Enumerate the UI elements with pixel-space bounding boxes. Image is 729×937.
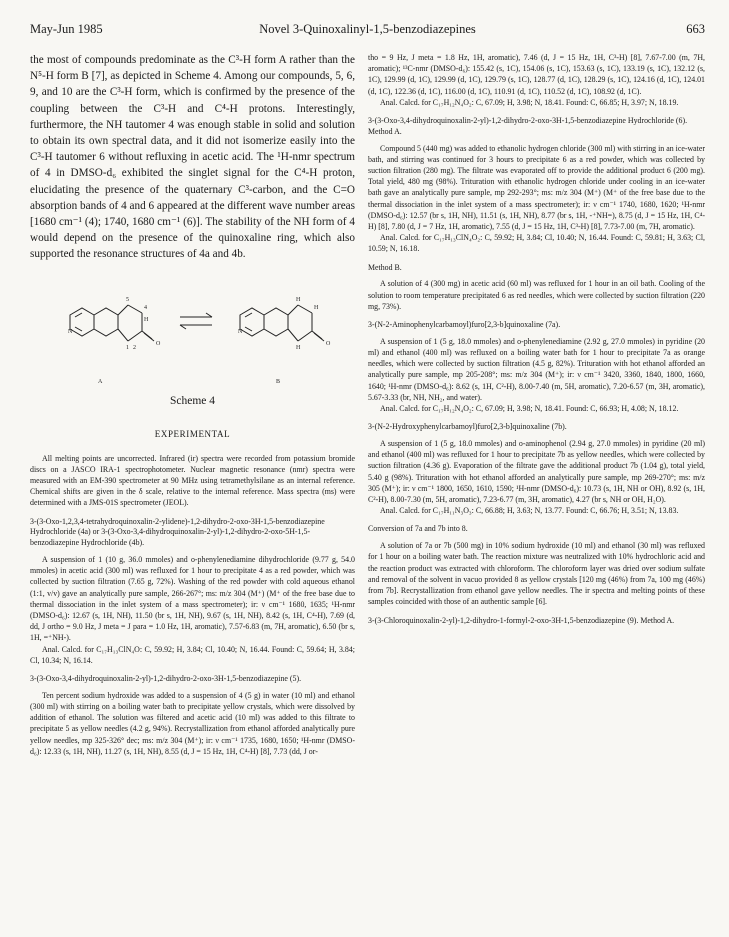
- atom-label-4: 4: [144, 304, 147, 311]
- method-b-heading: Method B.: [368, 262, 402, 272]
- atom-label-o-a: O: [156, 340, 161, 347]
- compound-6-analysis: Anal. Calcd. for C₁₇H₁₃ClN₄O₂: C, 59.92; H, 3.84; Cl, 10.40; N, 16.44. Found: C, 59.81; H, 3.63; Cl, 10.59; N, 16.18.: [368, 233, 705, 254]
- page-header: [30, 22, 705, 38]
- conversion-procedure: A solution of 7a or 7b (500 mg) in 10% sodium hydroxide (10 ml) and ethanol (30 ml) was refluxed for 1 hour on a boiling water bath. The reaction mixture was neutralized with 10% hydrochloric acid and the reaction product was extracted with chloroform. The chloroform layer was dried over sodium sulfate and removal of the solvent in vacuo provided 8 as yellow crystals [120 mg (46%) from 7a, 100 mg (46%) from 7b]. Recrystallization from ethanol gave yellow needles. The ir spectra and melting points of these samples coincided with those of an authentic sample [6].: [368, 541, 705, 607]
- atom-label-1: 1: [126, 344, 129, 351]
- tautomer-structures: [30, 271, 355, 391]
- compound-9-heading: 3-(3-Chloroquinoxalin-2-yl)-1,2-dihydro-1-formyl-2-oxo-3H-1,5-benzodiazepine (9). Method A.: [368, 615, 675, 625]
- atom-label-n-b: N: [238, 328, 243, 335]
- atom-label-5: 5: [126, 296, 129, 303]
- compound-6-method-a: Compound 5 (440 mg) was added to ethanolic hydrogen chloride (300 ml) with stirring in an ice-water bath, and stirring was continued for 3 hours to precipitate 6 as a red powder, which was collected by suction filtration (280 mg). The filtrate was evaporated off to provide the additional product 6 (200 mg). Total yield, 480 mg (98%). Trituration with ethanolic hydrogen chloride under cooling in an ice-water bath gave an analytically pure sample, mp 292-293°; ms: m/z 304 (M⁺) (M⁺ of the free base due to the thermal dissociation in the inlet system of a mass spectrometer); ir: ν cm⁻¹ 1740, 1680, 1620; ¹H-nmr (DMSO-d₆): 12.57 (br s, 1H, NH), 11.51 (s, 1H, NH), 8.77 (br s, 1H, -⁺NH=), 8.75 (d, J = 15 Hz, 1H, C⁴-H) [8], 7.80 (d, J = 7 Hz, 1H, aromatic), 7.55 (d, J = 15 Hz, 1H, C³-H) [8], 7.73-7.00 (m, 7H, aromatic).: [368, 143, 705, 232]
- structure-label-a: A: [98, 378, 103, 385]
- compound-7a-procedure: A suspension of 1 (5 g, 18.0 mmoles) and o-phenylenediamine (2.92 g, 27.0 mmoles) in pyridine (20 ml) and ethanol (400 ml) was refluxed on a boiling water bath for 1 hour to precipitate 7a as orange needles, which were collected by suction filtration (4.5 g, 82%). Trituration with hot ethanol afforded an analytically pure sample, mp 205-208°; ms: m/z 304 (M⁺); ir: ν cm⁻¹ 3420, 3360, 1840, 1800, 1660, 1640; ¹H-nmr (DMSO-d₆): 8.62 (s, 1H, C²-H), 8.00-7.40 (m, 5H, aromatic), 7.20-6.57 (m, 3H, aromatic), 5.67-3.33 (br, NH, NH₂, and water).: [368, 336, 705, 402]
- compound-6-method-b: A solution of 4 (300 mg) in acetic acid (60 ml) was refluxed for 1 hour in an oil bath. Cooling of the solution to room temperature precipitated 6 as red needles, which were collected by suction filtration (220 mg, 73%).: [368, 279, 705, 311]
- experimental-heading: EXPERIMENTAL: [154, 428, 231, 439]
- compound-6-heading: 3-(3-Oxo-3,4-dihydroquinoxalin-2-yl)-1,2-dihydro-2-oxo-3H-1,5-benzodiazepine Hydrochloride (6). Method A.: [368, 116, 688, 136]
- left-column: [30, 52, 355, 757]
- compound-4-heading: 3-(3-Oxo-1,2,3,4-tetrahydroquinoxalin-2-ylidene)-1,2-dihydro-2-oxo-3H-1,5-benzodiazepine Hydrochloride (4a) or 3-(3-Oxo-3,4-dihydroquinoxalin-2-yl)-1,2-dihydro-2-oxo-5H-1,5-benzodiazepine Hydrochloride (4b).: [30, 516, 325, 548]
- atom-label-h-b1: H: [296, 296, 301, 303]
- scheme-4-figure: [30, 271, 355, 411]
- compound-5-procedure: Ten percent sodium hydroxide was added to a suspension of 4 (5 g) in water (10 ml) and ethanol (300 ml) with stirring on a boiling water bath to precipitate yellow crystals, which were dissolved by addition of ethanol. The solution was filtered and acetic acid (10 ml) was added to this filtrate to precipitate 5 as yellow needles (4.2 g, 94%). Recrystallization from ethanol afforded analytically pure yellow needles, mp 325-326° dec; ms: m/z 304 (M⁺); ir: ν cm⁻¹ 1735, 1680, 1650; ¹H-nmr (DMSO-d₆): 12.33 (s, 1H, NH), 11.27 (s, 1H, NH), 8.55 (d, J = 15 Hz, 1H, C⁴-H) [8], 7.73 (dd, J or-: [30, 690, 355, 756]
- running-title: Novel 3-Quinoxalinyl-1,5-benzodiazepines: [259, 22, 476, 36]
- atom-label-o-b: O: [326, 340, 331, 347]
- page-number: 663: [686, 22, 705, 36]
- atom-label-h-b2: H: [314, 304, 319, 311]
- atom-label-n-a: N: [68, 328, 73, 335]
- structure-b: [240, 305, 324, 341]
- structure-a: [70, 305, 154, 341]
- compound-7b-analysis: Anal. Calcd. for C₁₇H₁₁N₃O₃: C, 66.88; H, 3.63; N, 13.77. Found: C, 66.76; H, 3.51; N, 13.83.: [380, 506, 679, 516]
- compound-7a-heading: 3-(N-2-Aminophenylcarbamoyl)furo[2,3-b]quinoxaline (7a).: [368, 320, 561, 330]
- compound-7a-analysis: Anal. Calcd. for C₁₇H₁₂N₄O₂: C, 67.09; H, 3.98; N, 18.41. Found: C, 66.93; H, 4.08; N, 18.12.: [380, 404, 679, 414]
- compound-7b-heading: 3-(N-2-Hydroxyphenylcarbamoyl)furo[2,3-b]quinoxaline (7b).: [368, 422, 567, 432]
- scheme-caption: Scheme 4: [169, 394, 216, 407]
- intro-paragraph: the most of compounds predominate as the C³-H form A rather than the N⁵-H form B [7], as depicted in Scheme 4. Among our compounds, 5, 6, 9, and 10 are the C³-H form, which is confirmed by the presence of the coupling between the C³-H and C⁴-H protons. Interestingly, furthermore, the NH tautomer 4 was enough stable in solid and solution to obtain its own spectral data, and it did not isomerize easily into the C³-H tautomer 6 without refluxing in acetic acid. The ¹H-nmr spectrum of 4 in DMSO-d₆ exhibited the singlet signal for the C⁴-H proton, elucidating the presence of the quaternary C³-carbon, and the C=O absorption bands of 4 and 6 appeared at the different wave number areas [1680 cm⁻¹ (4); 1740, 1680 cm⁻¹ (6)]. The stability of the NH form of 4 would depend on the presence of the quinoxaline ring, which also supported the resonance structures of 4a and 4b.: [30, 54, 355, 261]
- compound-4-procedure: A suspension of 1 (10 g, 36.0 mmoles) and o-phenylenediamine dihydrochloride (9.77 g, 54.0 mmoles) in acetic acid (300 ml) was refluxed for 1 hour to precipitate 4 as a red powder, which was collected by suction filtration (7.65 g, 72%). Washing of the red powder with cold aqueous ethanol (1:1, v/v) gave an analytically pure sample, 266-267°; ms: m/z 304 (M⁺) (M⁺ of the free base due to thermal dissociation in the inlet system of a mass spectrometer); ir: ν cm⁻¹ 1680, 1635; ¹H-nmr (DMSO-d₆): 12.67 (s, 1H, NH), 11.50 (br s, 1H, NH), 9.67 (s, 1H, NH), 8.42 (s, 1H, C⁴-H), 7.69 (d, dd, J ortho = 9.0 Hz, J meta = J para = 1.0 Hz, 1H, aromatic), 7.57-6.83 (m, 7H, aromatic), 6.50 (br s, 1H, =⁺NH-).: [30, 555, 355, 643]
- compound-4-analysis: Anal. Calcd. for C₁₇H₁₃ClN₄O: C, 59.92; H, 3.84; Cl, 10.40; N, 16.44. Found: C, 59.64; H, 3.84; Cl, 10.34; N, 16.14.: [30, 644, 355, 665]
- atom-label-h-b3: H: [296, 344, 301, 351]
- compound-5-analysis: Anal. Calcd. for C₁₇H₁₂N₄O₂: C, 67.09; H, 3.98; N, 18.41. Found: C, 66.85; H, 3.97; N, 18.19.: [380, 97, 679, 107]
- conversion-heading: Conversion of 7a and 7b into 8.: [368, 524, 468, 534]
- structure-label-b: B: [276, 378, 281, 385]
- experimental-general-paragraph: All melting points are uncorrected. Infrared (ir) spectra were recorded from potassium bromide discs on a JASCO IRA-1 spectrophotometer. Nuclear magnetic resonance (nmr) spectra were measured with an EM-390 spectrometer at 90 MHz using tetramethylsilane as an internal reference. Chemical shifts are given in the δ scale, relative to the internal reference. Mass spectra (ms) were determined with a JMS-01S spectrometer (JEOL).: [30, 453, 355, 508]
- atom-label-2: 2: [133, 344, 136, 351]
- compound-5-procedure-continued: tho = 9 Hz, J meta = 1.8 Hz, 1H, aromatic), 7.46 (d, J = 15 Hz, 1H, C³-H) [8], 7.67-7.00 (m, 7H, aromatic); ¹³C-nmr (DMSO-d₆): 155.42 (s, 1C), 154.06 (s, 1C), 153.63 (s, 1C), 133.19 (s, 1C), 132.12 (s, 1C), 129.99 (d, 1C), 129.99 (d, 1C), 129.79 (s, 1C), 128.77 (d, 1C), 128.29 (s, 1C), 124.16 (d, 1C), 124.01 (d, 1C), 122.36 (d, 1C), 116.00 (d, 1C), 110.91 (d, 1C), 110.52 (d, 1C), 108.92 (d, 1C).: [368, 53, 705, 96]
- equilibrium-arrows: [180, 313, 212, 329]
- journal-issue-date: May-Jun 1985: [30, 22, 103, 36]
- compound-5-heading: 3-(3-Oxo-3,4-dihydroquinoxalin-2-yl)-1,2-dihydro-2-oxo-3H-1,5-benzodiazepine (5).: [30, 674, 302, 684]
- compound-7b-procedure: A suspension of 1 (5 g, 18.0 mmoles) and o-aminophenol (2.94 g, 27.0 mmoles) in pyridine (20 ml) and ethanol (400 ml) was refluxed for 1 hour to precipitate 7b as yellow needles, which were collected by suction filtration (4.36 g). Evaporation of the filtrate gave the additional product 7b (1.04 g), total yield, 5.40 g (98%). Trituration with hot ethanol afforded an analytically pure sample, mp 269-270°; ms: m/z 305 (M⁺); ir: ν cm⁻¹ 1800, 1650, 1610, 1590; ¹H-nmr (DMSO-d₆): 10.73 (s, 1H, NH or OH), 8.92 (s, 1H, C²-H), 8.00-7.30 (m, 5H, aromatic), 7.23-6.77 (m, 3H, aromatic), 4.27 (br s, NH or OH, H₂O).: [368, 439, 705, 505]
- right-column: [368, 52, 705, 631]
- atom-label-h-a: H: [144, 316, 149, 323]
